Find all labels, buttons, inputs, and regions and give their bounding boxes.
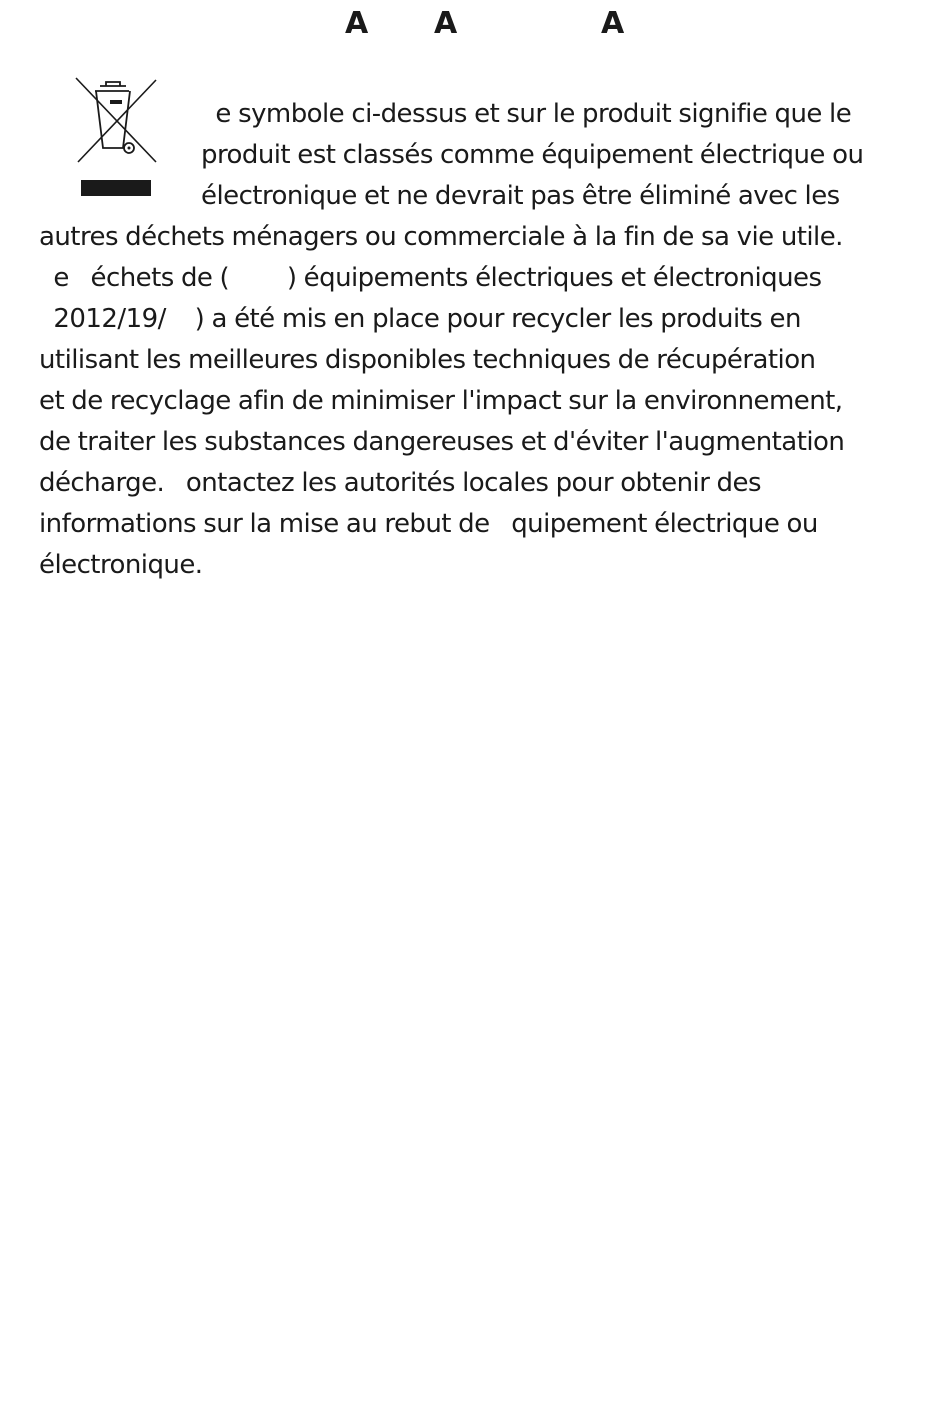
paragraph-line: électronique. [39,550,203,580]
paragraph-line: de traiter les substances dangereuses et d'éviter l'augmentation [39,427,845,457]
paragraph-line: e échets de ( ) équipements électriques et électroniques [39,263,822,293]
heading-letter: A [434,6,458,41]
paragraph-line: informations sur la mise au rebut de quipement électrique ou [39,509,818,539]
paragraph-line: autres déchets ménagers ou commerciale à la fin de sa vie utile. [39,222,843,252]
heading-letter: A [601,6,625,41]
paragraph-line: et de recyclage afin de minimiser l'impact sur la environnement, [39,386,843,416]
paragraph-line: e symbole ci-dessus et sur le produit signifie que le [201,99,852,129]
recycling-notice-paragraph [39,94,944,586]
paragraph-line: utilisant les meilleures disponibles techniques de récupération [39,345,816,375]
paragraph-line: électronique et ne devrait pas être éliminé avec les [201,181,840,211]
paragraph-line: décharge. ontactez les autorités locales pour obtenir des [39,468,761,498]
heading-letter: A [345,6,369,41]
paragraph-line: 2012/19/ ) a été mis en place pour recycler les produits en [39,304,801,334]
page-heading [0,4,950,44]
paragraph-line: produit est classés comme équipement électrique ou [201,140,864,170]
